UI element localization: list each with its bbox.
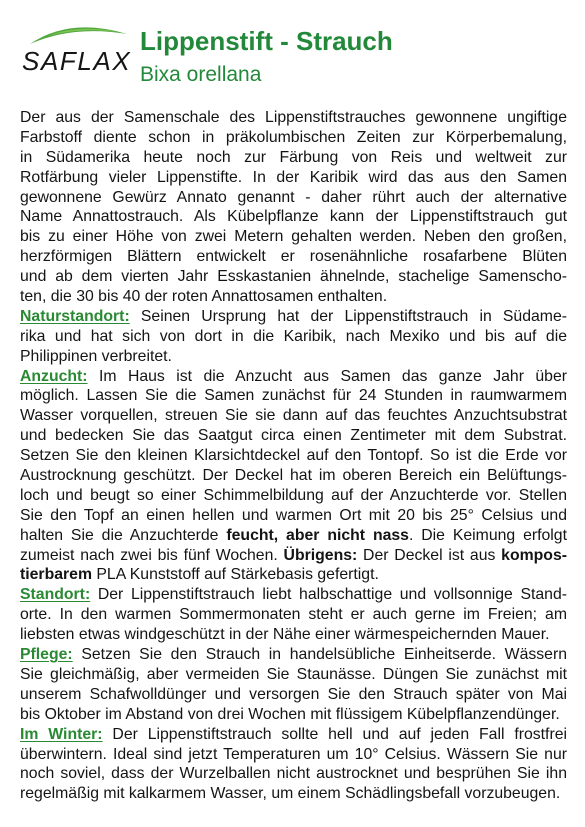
text-segment: Seinen Ursprung hat der Lippenstiftstrauch in Südame- <box>140 307 567 325</box>
text-segment: Der Deckel ist aus <box>357 546 502 564</box>
section-im-winter <box>20 725 567 805</box>
section-label: Anzucht: <box>20 367 88 385</box>
bold-text: Übrigens: <box>283 546 358 564</box>
section-label: Pflege: <box>20 646 73 664</box>
text-segment: Der Lippenstiftstrauch sollte hell und auf jeden Fall frostfrei <box>112 725 568 743</box>
section-naturstandort <box>20 307 567 367</box>
text-line: und bedecken Sie das Saatgut circa einen Zentimeter mit dem Substrat. <box>20 427 567 445</box>
text-line: regelmäßig mit kalkarmem Wasser, um einem Schädlingsbefall vorzubeugen. <box>20 785 561 803</box>
bold-text: kompos- <box>501 546 567 564</box>
text-line: loch und beugt so einer Schimmelbildung auf der Anzuchterde vor. Stellen <box>20 486 567 504</box>
text-line: Der aus der Samenschale des Lippenstiftstrauches gewonnene ungiftige <box>20 109 567 126</box>
text-line: bis Oktober im Abstand von drei Wochen mit flüssigem Kübelpflanzendünger. <box>20 705 560 723</box>
text-line: liebsten etwas windgeschützt in der Nähe einer wärmespeichernden Mauer. <box>20 626 550 644</box>
text-line: orte. In den warmen Sommermonaten steht er auch gerne im Freien; am <box>20 606 567 624</box>
text-line: Name Annattostrauch. Als Kübelpflanze kann der Lippenstiftstrauch gut <box>20 208 567 226</box>
text-line: ten, die 30 bis 40 der roten Annattosamen enthalten. <box>20 288 388 306</box>
text-line: Setzen Sie den kleinen Klarsichtdeckel auf den Tontopf. So ist die Erde vor <box>20 447 567 465</box>
section-standort <box>20 585 567 645</box>
text-segment: halten Sie die Anzuchterde <box>20 526 227 544</box>
text-segment: Im Haus ist die Anzucht aus Samen das ganze Jahr über <box>98 367 568 385</box>
text-line: in Südamerika heute noch zur Färbung von Reis und weltweit zur <box>20 148 567 166</box>
text-line: Sie gleichmäßig, aber vermeiden Sie Staunässe. Düngen Sie zunächst mit <box>20 665 567 683</box>
text-segment: zumeist nach zwei bis fünf Wochen. <box>20 546 284 564</box>
text-line: gewonnene Gewürz Annato genannt - daher rührt auch der alternative <box>20 188 567 206</box>
text-line: noch soviel, dass der Wurzelballen nicht austrocknet und besprühen Sie ihn <box>20 765 567 783</box>
text-line <box>20 585 567 605</box>
text-line: Austrocknung geschützt. Der Deckel hat im oberen Bereich ein Belüftungs- <box>20 467 567 485</box>
text-line: Sie den Topf an einen hellen und warmen Ort mit 20 bis 25° Celsius und <box>20 506 567 524</box>
text-line: möglich. Lassen Sie die Samen zunächst für 24 Stunden in raumwarmem <box>20 387 567 405</box>
text-line: unserem Schafwolldünger und versorgen Sie den Strauch später von Mai <box>20 685 567 703</box>
bold-text: tierbarem <box>20 566 92 584</box>
text-line <box>20 565 567 585</box>
intro-paragraph <box>20 108 567 307</box>
section-label: Naturstandort: <box>20 307 130 325</box>
section-label: Standort: <box>20 586 91 604</box>
text-line: Farbstoff diente schon in präkolumbischen Zeiten zur Körperbemalung, <box>20 128 567 146</box>
text-line <box>20 546 567 566</box>
text-line: Rotfärbung vieler Lippenstifte. In der Karibik wird das aus den Samen <box>20 168 567 186</box>
text-line <box>20 367 567 387</box>
text-line: rika und hat sich von dort in die Karibik, nach Mexiko und bis auf die <box>20 327 567 345</box>
text-segment: . Die Keimung erfolgt <box>408 526 567 544</box>
page-title: Lippenstift - Strauch <box>140 26 393 56</box>
text-line <box>20 307 567 327</box>
botanical-name: Bixa orellana <box>140 63 262 86</box>
bold-text: feucht, aber nicht nass <box>226 526 409 544</box>
text-segment: PLA Kunststoff auf Stärkebasis gefertigt. <box>92 566 379 584</box>
text-line: und ab dem vierten Jahr Esskastanien ähnelnde, stachelige Samenscho- <box>20 268 567 286</box>
saflax-logo <box>18 22 136 82</box>
text-segment: Setzen Sie den Strauch in handelsübliche Einheitserde. Wässern <box>81 646 568 664</box>
text-line <box>20 526 567 546</box>
section-label: Im Winter: <box>20 725 103 743</box>
text-line: bis zu einer Höhe von zwei Metern gehalten werden. Neben den großen, <box>20 228 567 246</box>
text-line <box>20 645 567 665</box>
section-anzucht <box>20 367 567 586</box>
text-line <box>20 725 567 745</box>
text-line: Philippinen verbreitet. <box>20 347 172 365</box>
text-line: Wasser vorquellen, streuen Sie sie dann auf das feuchtes Anzuchtsubstrat <box>20 407 567 425</box>
document-body <box>20 108 567 804</box>
text-line: herzförmigen Blättern entwickelt er rosenähnliche rosafarbene Blüten <box>20 248 567 266</box>
text-segment: Der Lippenstiftstrauch liebt halbschattige und vollsonnige Stand- <box>97 586 567 604</box>
text-line: überwintern. Ideal sind jetzt Temperaturen um 10° Celsius. Wässern Sie nur <box>20 745 567 763</box>
section-pflege <box>20 645 567 725</box>
logo-wordmark: SAFLAX <box>22 46 132 76</box>
